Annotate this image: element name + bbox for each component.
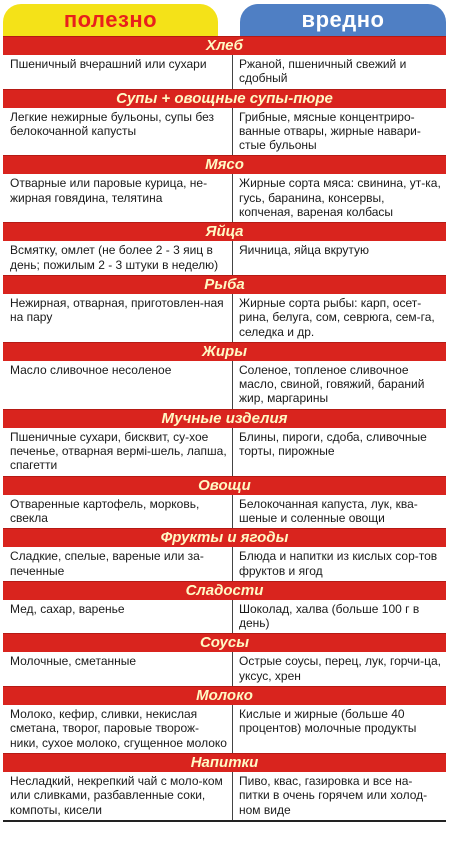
table-row (3, 428, 446, 476)
category-heading: Мясо (3, 155, 446, 174)
bad-food-cell: Блины, пироги, сдоба, сливочные торты, пирожные (239, 429, 427, 459)
category-heading: Супы + овощные супы-пюре (3, 89, 446, 108)
bad-food-cell: Шоколад, халва (больше 100 г в день) (239, 601, 420, 631)
bad-food-cell: Грибные, мясные концентриро-ванные отвары, жирные навари-стые бульоны (239, 109, 421, 153)
category-heading: Соусы (3, 633, 446, 652)
table-row (3, 174, 446, 222)
table-row (3, 547, 446, 581)
category-heading: Сладости (3, 581, 446, 600)
table-row (3, 772, 446, 820)
category-heading: Яйца (3, 222, 446, 241)
category-heading: Жиры (3, 342, 446, 361)
good-food-cell: Пшеничный вчерашний или сухари (3, 55, 233, 89)
bad-food-cell: Ржаной, пшеничный свежий и сдобный (239, 57, 407, 86)
bad-food-cell: Яичница, яйца вкрутую (239, 243, 370, 258)
bad-food-cell: Пиво, квас, газировка и все на-питки в очень горячем или холод-ном виде (239, 773, 428, 817)
table-row (3, 361, 446, 409)
good-food-cell: Мед, сахар, варенье (3, 600, 233, 634)
table-row (3, 705, 446, 753)
good-food-cell: Отварные или паровые курица, не-жирная говядина, телятина (3, 174, 233, 222)
good-food-cell: Сладкие, спелые, вареные или за-печенные (3, 547, 233, 581)
good-food-cell: Нежирная, отварная, приготовлен-ная на пару (3, 294, 233, 342)
bad-column-header: вредно (240, 4, 446, 36)
table-header (0, 0, 450, 36)
table-row (3, 495, 446, 529)
bad-food-cell: Острые соусы, перец, лук, горчи-ца, уксус, хрен (239, 654, 441, 683)
bad-food-cell: Соленое, топленое сливочное масло, свиной, говяжий, бараний жир, маргарины (239, 362, 425, 406)
good-column-header: полезно (3, 4, 218, 36)
table-row (3, 55, 446, 89)
table-row (3, 108, 446, 156)
category-heading: Фрукты и ягоды (3, 528, 446, 547)
food-table (3, 36, 446, 822)
category-heading: Молоко (3, 686, 446, 705)
bad-food-cell: Жирные сорта мяса: свинина, ут-ка, гусь, баранина, консервы, копченая, вареная колбасы (239, 176, 441, 220)
category-heading: Напитки (3, 753, 446, 772)
good-food-cell: Несладкий, некрепкий чай с моло-ком или сливками, разбавленные соки, компоты, кисели (3, 772, 233, 820)
good-food-cell: Молочные, сметанные (3, 652, 233, 686)
category-heading: Мучные изделия (3, 409, 446, 428)
bad-food-cell: Белокочанная капуста, лук, ква-шеные и соленные овощи (239, 496, 418, 525)
good-food-cell: Масло сливочное несоленое (3, 361, 233, 409)
good-food-cell: Легкие нежирные бульоны, супы без белокочанной капусты (3, 108, 233, 156)
good-food-cell: Пшеничные сухари, бисквит, су-хое печенье, отварная вермі-шель, лапша, спагетти (3, 428, 233, 476)
bad-food-cell: Жирные сорта рыбы: карп, осет-рина, белуга, сом, севрюга, сем-га, селедка и др. (239, 295, 435, 339)
table-row (3, 294, 446, 342)
table-row (3, 600, 446, 634)
category-heading: Овощи (3, 476, 446, 495)
bad-food-cell: Блюда и напитки из кислых сор-тов фруктов и ягод (239, 549, 438, 578)
category-heading: Хлеб (3, 36, 446, 55)
bad-food-cell: Кислые и жирные (больше 40 процентов) молочные продукты (239, 707, 417, 736)
good-food-cell: Молоко, кефир, сливки, некислая сметана, творог, паровые творож-ники, сухое молоко, сгущенное молоко (3, 705, 233, 753)
table-row (3, 241, 446, 275)
good-food-cell: Всмятку, омлет (не более 2 - 3 яиц в день; пожилым 2 - 3 штуки в неделю) (3, 241, 233, 275)
table-row (3, 652, 446, 686)
category-heading: Рыба (3, 275, 446, 294)
good-food-cell: Отваренные картофель, морковь, свекла (3, 495, 233, 529)
